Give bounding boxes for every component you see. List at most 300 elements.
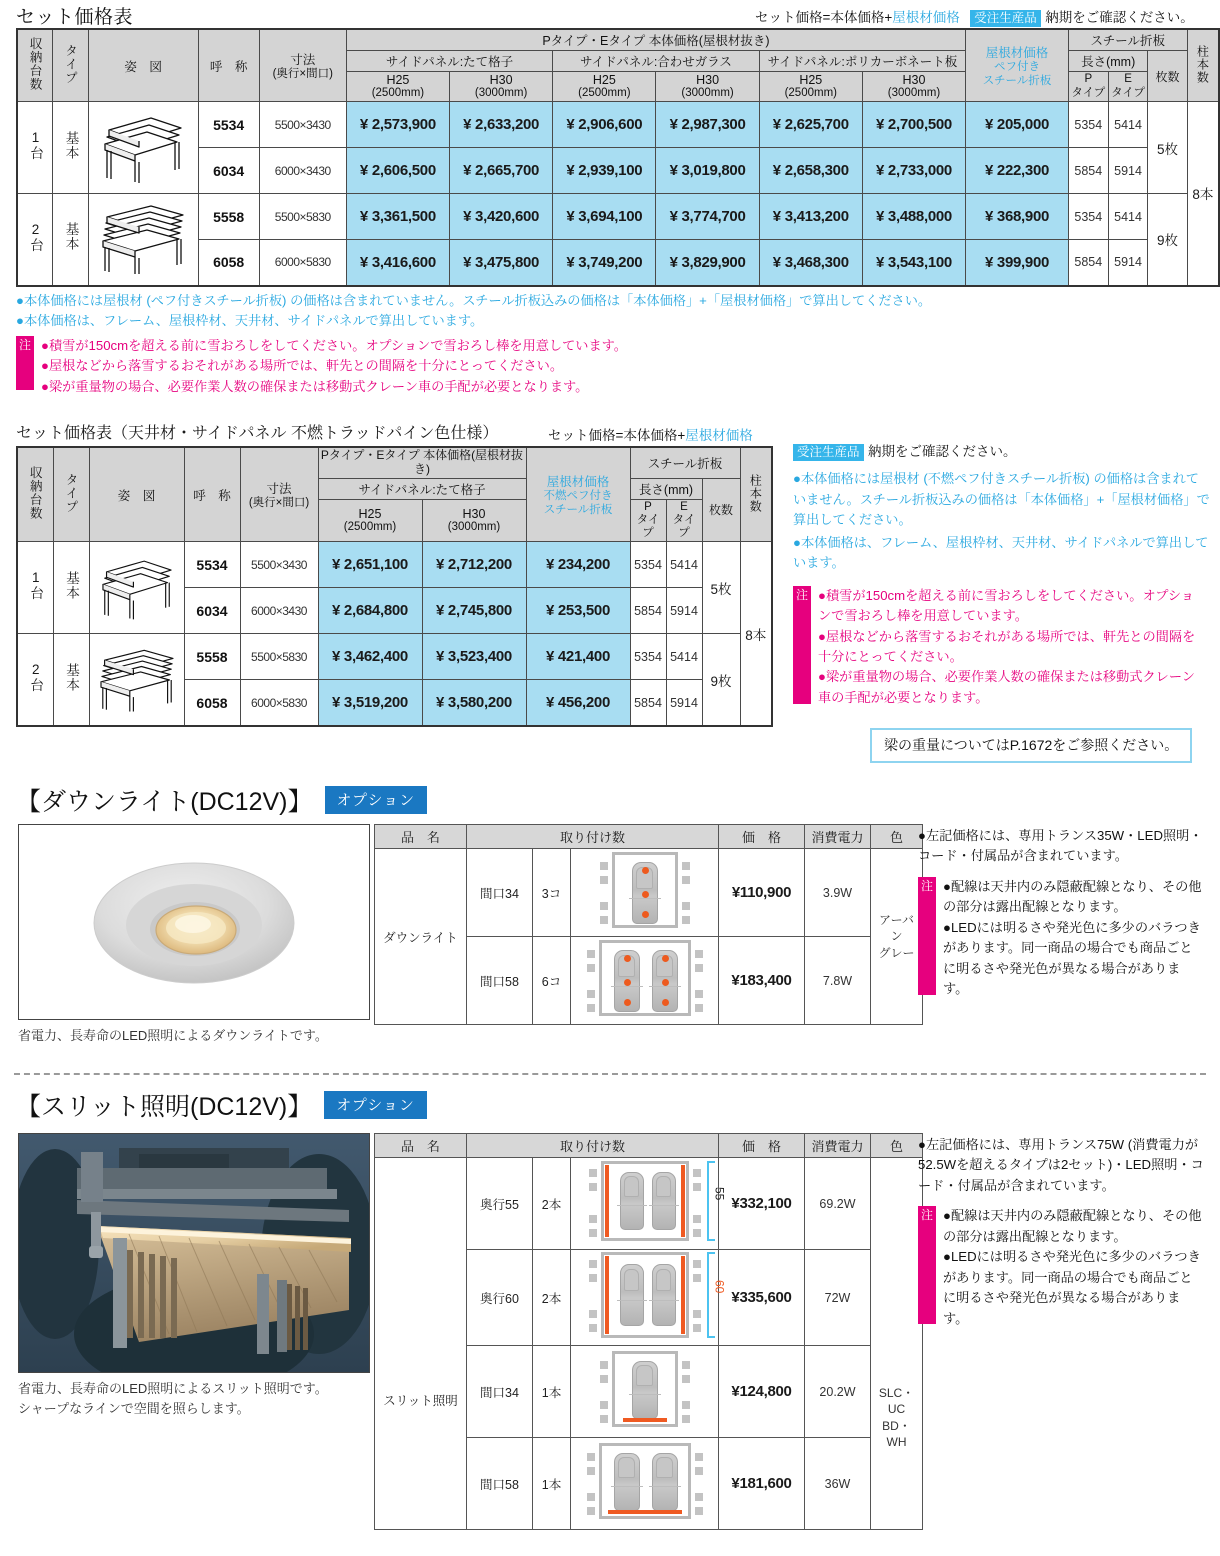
cell2-len-e: 5914 — [666, 680, 702, 726]
downlight-note-tag: 注 — [918, 877, 936, 995]
th-roof-price-l1: 屋根材価格 — [985, 46, 1049, 61]
cell2-len-p: 5354 — [630, 542, 666, 588]
sl-cell-size: 間口58 — [467, 1438, 533, 1530]
slit-lighting-photo — [19, 1134, 369, 1372]
th2-h30-l2: (3000mm) — [447, 520, 501, 533]
dl-cell-price: ¥183,400 — [719, 937, 805, 1025]
cell2-sheets-1dai: 5枚 — [702, 542, 740, 634]
th-sheets-label: 枚数 — [1155, 69, 1180, 84]
th2-sheets — [702, 478, 740, 542]
cell-units — [17, 102, 53, 194]
downlight-caption: 省電力、長寿命のLED照明によるダウンライトです。 — [18, 1028, 328, 1043]
th-posts — [1187, 29, 1219, 102]
th2-len-e-l1: E — [680, 500, 688, 513]
th-lattice-h30-l1: H30 — [489, 73, 513, 87]
sl-cell-color — [871, 1158, 923, 1530]
cell-len-e: 5914 — [1108, 240, 1148, 286]
section1-note-tag: 注 — [16, 336, 34, 390]
sl-cell-power: 69.2W — [805, 1158, 871, 1250]
dl-cell-size: 間口34 — [467, 849, 533, 937]
th-dimension-sub: (奥行×間口) — [272, 68, 333, 80]
cell-len-e: 5414 — [1108, 102, 1148, 148]
downlight-photo — [18, 824, 370, 1020]
sl-cell-diagram — [571, 1438, 719, 1530]
downlight-note-1: ●LEDには明るさや発光色に多少のバラつきがあります。同一商品の場合でも商品ごとに明るさや発光色が異なる場合があります。 — [943, 919, 1201, 997]
th-steel-group: スチール折板 — [1068, 29, 1187, 51]
section2-table-wrap — [16, 446, 773, 727]
section2-note-2: ●梁が重量物の場合、必要作業人数の確保または移動式クレーン車の手配が必要となります。 — [818, 669, 1195, 705]
section1-equation-suffix: 屋根材価格 — [892, 10, 960, 25]
sl-th-price: 価 格 — [719, 1134, 805, 1158]
slit-heading — [16, 1087, 427, 1123]
dl-cell-size: 間口58 — [467, 937, 533, 1025]
section2-equation-suffix: 屋根材価格 — [685, 428, 753, 443]
th2-steel-group: スチール折板 — [630, 447, 740, 478]
cell-glass-h30: ¥ 3,019,800 — [656, 148, 759, 194]
cell-roof-price: ¥ 368,900 — [966, 194, 1069, 240]
cell2-name: 5534 — [184, 542, 240, 588]
th-poly-h25 — [759, 72, 862, 102]
carport-2unit-icon — [92, 646, 182, 714]
th-len-e-l1: E — [1124, 73, 1132, 86]
section1-table — [16, 28, 1220, 287]
th-figure — [88, 29, 198, 102]
section2-table — [16, 446, 773, 727]
cell2-len-e: 5414 — [666, 634, 702, 680]
th2-roof-price-l1: 屋根材価格 — [546, 475, 610, 490]
cell-glass-h25: ¥ 2,906,600 — [553, 102, 656, 148]
th-len-p-l2: タイプ — [1071, 86, 1106, 99]
section-divider — [14, 1073, 1206, 1075]
dl-cell-color — [871, 849, 923, 1025]
th2-dimension-main: 寸法 — [266, 482, 292, 497]
sl-color-l2: BD・WH — [882, 1418, 911, 1449]
downlight-table-wrap — [374, 824, 923, 1025]
dl-th-power: 消費電力 — [805, 825, 871, 849]
cell2-roof-price: ¥ 234,200 — [526, 542, 630, 588]
downlight-table — [374, 824, 923, 1025]
section2-delivery-row — [793, 440, 1211, 461]
sl-cell-price: ¥181,600 — [719, 1438, 805, 1530]
th-lattice-h25-l1: H25 — [386, 73, 410, 87]
table-row — [17, 240, 1219, 286]
cell-roof-price: ¥ 399,900 — [966, 240, 1069, 286]
cell-len-e: 5414 — [1108, 194, 1148, 240]
th2-panel-lattice: サイドパネル:たて格子 — [318, 478, 526, 499]
section2-bullet-1: ●本体価格は、フレーム、屋根枠材、天井材、サイドパネルで算出しています。 — [793, 534, 1209, 571]
cell-sheets-2dai: 9枚 — [1148, 194, 1187, 286]
slit-option-badge: オプション — [324, 1091, 427, 1119]
downlight-diagram-1bay-icon — [612, 852, 678, 928]
section2-note-box — [793, 586, 1211, 709]
th-name — [198, 29, 259, 102]
downlight-product-image — [19, 825, 369, 1019]
th-length-mm: 長さ(mm) — [1068, 51, 1148, 72]
th2-posts — [740, 447, 772, 542]
cell2-figure-1dai — [89, 542, 184, 634]
beam-weight-reference[interactable] — [870, 728, 1192, 763]
cell-len-p: 5354 — [1068, 194, 1108, 240]
table-row — [17, 102, 1219, 148]
sl-cell-size: 間口34 — [467, 1346, 533, 1438]
cell-sheets-1dai: 5枚 — [1148, 102, 1187, 194]
sl-cell-diagram — [571, 1158, 727, 1250]
slit-note-list — [943, 1206, 1205, 1329]
th-poly-h30-l2: (3000mm) — [887, 87, 941, 99]
dl-cell-price: ¥110,900 — [719, 849, 805, 937]
cell-units-label: 1台 — [28, 129, 44, 161]
th-poly-h25-l1: H25 — [799, 73, 823, 87]
th-len-e — [1108, 72, 1148, 102]
cell2-roof-price: ¥ 253,500 — [526, 588, 630, 634]
th-lattice-h25-l2: (2500mm) — [371, 87, 425, 99]
th-poly-h30-l1: H30 — [902, 73, 926, 87]
cell2-len-p: 5854 — [630, 588, 666, 634]
slit-table — [374, 1133, 923, 1530]
section2-side-notes — [793, 440, 1211, 708]
table-row — [17, 194, 1219, 240]
section2-note-0: ●積雪が150cmを超える前に雪おろしをしてください。オプションで雪おろし棒を用意しています。 — [818, 587, 1195, 624]
slit-diagram-depth60-icon — [601, 1252, 727, 1338]
th2-type-label: タイプ — [64, 472, 78, 514]
cell-len-e: 5914 — [1108, 148, 1148, 194]
slit-caption-l2: シャープなラインで空間を照らします。 — [18, 1400, 250, 1416]
cell-lattice-h25: ¥ 2,606,500 — [346, 148, 449, 194]
sl-th-mount-count: 取り付け数 — [467, 1134, 719, 1158]
cell-figure-1dai — [88, 102, 198, 194]
cell2-h25: ¥ 2,684,800 — [318, 588, 422, 634]
sl-cell-power: 72W — [805, 1250, 871, 1346]
cell2-type-label: 基本 — [64, 662, 79, 692]
cell-units — [17, 194, 53, 286]
section1-made-to-order-badge: 受注生産品 — [970, 10, 1041, 27]
th2-h25-l1: H25 — [358, 506, 382, 521]
th2-roof-price-l2: 不燃ペフ付き — [543, 490, 613, 503]
th2-roof-price-l3: スチール折板 — [543, 503, 613, 516]
sl-th-color: 色 — [871, 1134, 923, 1158]
section2-note-list — [818, 586, 1198, 709]
section1-note-box — [16, 336, 1066, 397]
th-panel-poly: サイドパネル:ポリカーボネート板 — [759, 51, 965, 72]
slit-note-0: ●配線は天井内のみ隠蔽配線となり、その他の部分は露出配線となります。 — [943, 1208, 1202, 1244]
th-poly-h30 — [862, 72, 965, 102]
sl-cell-diagram — [571, 1250, 727, 1346]
cell2-h30: ¥ 2,745,800 — [422, 588, 526, 634]
carport-2unit-icon — [93, 203, 193, 275]
th2-body-price-group: Pタイプ・Eタイプ 本体価格(屋根材抜き) — [318, 447, 526, 478]
section1-table-wrap — [16, 28, 1220, 287]
cell2-units — [17, 634, 53, 726]
dl-cell-qty: 6コ — [533, 937, 571, 1025]
beam-weight-reference-label: 梁の重量についてはP.1672をご参照ください。 — [870, 728, 1192, 763]
sl-cell-price: ¥124,800 — [719, 1346, 805, 1438]
th-glass-h30 — [656, 72, 759, 102]
cell2-units — [17, 542, 53, 634]
cell-len-p: 5854 — [1068, 148, 1108, 194]
cell2-type — [53, 542, 89, 634]
th-dimension-main: 寸法 — [290, 53, 316, 67]
th2-roof-price — [526, 447, 630, 542]
th-lattice-h25 — [346, 72, 449, 102]
th2-name: 呼 称 — [184, 447, 240, 542]
slit-diagram-width34-icon — [612, 1351, 678, 1427]
cell2-type-label: 基本 — [64, 570, 79, 600]
section1-bullet-0: ●本体価格には屋根材 (ペフ付きスチール折板) の価格は含まれていません。スチール折板込みの価格は「本体価格」+「屋根材価格」で算出してください。 — [16, 293, 932, 308]
th2-length-mm: 長さ(mm) — [630, 478, 702, 499]
cell2-dimension: 5500×5830 — [240, 634, 318, 680]
dl-cell-diagram — [571, 937, 719, 1025]
downlight-note-list — [943, 877, 1205, 1000]
slit-table-wrap — [374, 1133, 923, 1530]
cell-dimension: 5500×5830 — [259, 194, 346, 240]
cell2-dimension: 5500×3430 — [240, 542, 318, 588]
cell2-dimension: 6000×5830 — [240, 680, 318, 726]
cell-posts-label: 8本 — [1192, 187, 1214, 203]
sl-cell-product-name: スリット照明 — [375, 1158, 467, 1530]
cell-name: 5558 — [198, 194, 259, 240]
sl-cell-qty: 1本 — [533, 1438, 571, 1530]
section1-title-row — [16, 2, 133, 29]
cell-lattice-h30: ¥ 2,665,700 — [450, 148, 553, 194]
cell2-roof-price: ¥ 456,200 — [526, 680, 630, 726]
th-type-label: タイプ — [63, 43, 78, 85]
cell2-h30: ¥ 3,580,200 — [422, 680, 526, 726]
slit-note-tag: 注 — [918, 1206, 936, 1324]
downlight-diagram-2bay-icon — [599, 940, 691, 1016]
dl-color-l2: グレー — [878, 945, 915, 960]
th2-units — [17, 447, 53, 542]
slit-photo — [18, 1133, 370, 1373]
cell-len-p: 5354 — [1068, 102, 1108, 148]
cell-roof-price: ¥ 205,000 — [966, 102, 1069, 148]
cell2-name: 6034 — [184, 588, 240, 634]
th-glass-h25 — [553, 72, 656, 102]
section1-note-0: ●積雪が150cmを超える前に雪おろしをしてください。オプションで雪おろし棒を用意しています。 — [41, 338, 627, 353]
th2-sheets-label: 枚数 — [708, 503, 733, 518]
cell-type — [53, 194, 89, 286]
th-roof-price-l2: ペフ付き — [994, 61, 1041, 74]
th-poly-h25-l2: (2500mm) — [784, 87, 837, 99]
sl-cell-price: ¥332,100 — [719, 1158, 805, 1250]
slit-title: 【スリット照明(DC12V)】 — [16, 1093, 313, 1121]
section1-bullet-1: ●本体価格は、フレーム、屋根枠材、天井材、サイドパネルで算出しています。 — [16, 313, 484, 329]
cell2-dimension: 6000×3430 — [240, 588, 318, 634]
cell2-name: 5558 — [184, 634, 240, 680]
th2-len-p-l2: タイプ — [636, 513, 660, 540]
cell-lattice-h25: ¥ 2,573,900 — [346, 102, 449, 148]
cell2-h25: ¥ 3,462,400 — [318, 634, 422, 680]
th-name-label: 呼 称 — [209, 59, 248, 74]
th-units-label: 収納台数 — [28, 37, 43, 92]
dl-color-l1: アーバン — [878, 913, 915, 944]
cell2-name: 6058 — [184, 680, 240, 726]
sl-cell-power: 20.2W — [805, 1346, 871, 1438]
cell-poly-h25: ¥ 2,658,300 — [759, 148, 862, 194]
th-figure-label: 姿 図 — [124, 59, 162, 74]
cell-name: 6034 — [198, 148, 259, 194]
cell-glass-h30: ¥ 2,987,300 — [656, 102, 759, 148]
sl-cell-price: ¥335,600 — [719, 1250, 805, 1346]
th-panel-glass: サイドパネル:合わせガラス — [553, 51, 759, 72]
th2-dimension — [240, 447, 318, 542]
cell-units-label: 2台 — [28, 221, 44, 253]
cell-glass-h25: ¥ 3,694,100 — [553, 194, 656, 240]
dl-th-mount-count: 取り付け数 — [467, 825, 719, 849]
sl-th-power: 消費電力 — [805, 1134, 871, 1158]
section2-equation-row — [548, 424, 753, 445]
th-type — [53, 29, 89, 102]
cell-glass-h30: ¥ 3,774,700 — [656, 194, 759, 240]
sl-cell-size: 奥行55 — [467, 1158, 533, 1250]
cell2-type — [53, 634, 89, 726]
th2-h30 — [422, 499, 526, 542]
dl-cell-power: 7.8W — [805, 937, 871, 1025]
dl-th-price: 価 格 — [719, 825, 805, 849]
carport-1unit-icon — [95, 112, 191, 184]
cell-poly-h25: ¥ 2,625,700 — [759, 102, 862, 148]
cell2-units-label: 2台 — [28, 661, 44, 693]
table-row — [375, 1158, 923, 1250]
th-dimension — [259, 29, 346, 102]
th2-len-p — [630, 499, 666, 542]
th-glass-h25-l2: (2500mm) — [578, 87, 631, 99]
th-body-price-group: Pタイプ・Eタイプ 本体価格(屋根材抜き) — [346, 29, 965, 51]
th2-h30-l1: H30 — [462, 506, 486, 521]
section1-title: セット価格表 — [16, 7, 134, 28]
th-len-e-l2: タイプ — [1111, 86, 1146, 99]
th2-len-e — [666, 499, 702, 542]
section1-equation-row — [755, 6, 1194, 27]
section2-delivery-note: 納期をご確認ください。 — [867, 444, 1017, 459]
section2-equation-prefix: セット価格=本体価格+ — [548, 428, 686, 443]
sl-cell-qty: 1本 — [533, 1346, 571, 1438]
th-glass-h30-l2: (3000mm) — [681, 87, 734, 99]
th2-units-label: 収納台数 — [28, 466, 43, 521]
dl-cell-diagram — [571, 849, 719, 937]
cell2-h25: ¥ 2,651,100 — [318, 542, 422, 588]
downlight-note-box — [918, 877, 1214, 1000]
cell2-posts: 8本 — [740, 542, 772, 726]
sl-cell-qty: 2本 — [533, 1250, 571, 1346]
section1-delivery-note: 納期をご確認ください。 — [1045, 10, 1194, 25]
th2-type — [53, 447, 89, 542]
cell-dimension: 6000×3430 — [259, 148, 346, 194]
cell-lattice-h30: ¥ 3,420,600 — [450, 194, 553, 240]
slit-note-1: ●LEDには明るさや発光色に多少のバラつきがあります。同一商品の場合でも商品ごとに明るさや発光色が異なる場合があります。 — [943, 1249, 1201, 1326]
dl-cell-product-name: ダウンライト — [375, 849, 467, 1025]
table-row — [17, 148, 1219, 194]
cell-type-label: 基本 — [63, 130, 79, 160]
th2-len-p-l1: P — [644, 500, 652, 513]
cell-poly-h30: ¥ 2,733,000 — [862, 148, 965, 194]
dl-th-color: 色 — [871, 825, 923, 849]
cell-poly-h25: ¥ 3,413,200 — [759, 194, 862, 240]
cell-lattice-h25: ¥ 3,416,600 — [346, 240, 449, 286]
section2-note-1: ●屋根などから落雪するおそれがある場所では、軒先との間隔を十分にとってください。 — [818, 628, 1196, 664]
cell-poly-h30: ¥ 2,700,500 — [862, 102, 965, 148]
cell-lattice-h30: ¥ 2,633,200 — [450, 102, 553, 148]
table-row — [17, 542, 772, 588]
th2-h25-l2: (2500mm) — [343, 520, 397, 533]
section2-note-tag: 注 — [793, 586, 811, 704]
dl-cell-qty: 3コ — [533, 849, 571, 937]
th-lattice-h30-l2: (3000mm) — [474, 87, 528, 99]
section1-note-2: ●梁が重量物の場合、必要作業人数の確保または移動式クレーン車の手配が必要となります。 — [41, 378, 589, 394]
th2-figure: 姿 図 — [89, 447, 184, 542]
slit-caption — [18, 1379, 378, 1418]
cell2-h30: ¥ 3,523,400 — [422, 634, 526, 680]
th-len-p — [1068, 72, 1108, 102]
cell-dimension: 5500×3430 — [259, 102, 346, 148]
downlight-note-0: ●配線は天井内のみ隠蔽配線となり、その他の部分は露出配線となります。 — [943, 878, 1202, 915]
th2-dimension-sub: (奥行×間口) — [248, 497, 310, 510]
cell-poly-h30: ¥ 3,543,100 — [862, 240, 965, 286]
sl-cell-diagram — [571, 1346, 719, 1438]
downlight-side-notes — [918, 826, 1214, 1000]
slit-diagram-depth55-icon — [601, 1161, 727, 1241]
th2-posts-label: 柱本数 — [748, 473, 763, 513]
th-lattice-h30 — [450, 72, 553, 102]
downlight-bullet-0: ●左記価格には、専用トランス35W・LED照明・コード・付属品が含まれています。 — [918, 828, 1203, 864]
cell2-h30: ¥ 2,712,200 — [422, 542, 526, 588]
downlight-option-badge: オプション — [325, 786, 428, 814]
cell2-roof-price: ¥ 421,400 — [526, 634, 630, 680]
sl-cell-size: 奥行60 — [467, 1250, 533, 1346]
cell-type — [53, 102, 89, 194]
th2-len-e-l2: タイプ — [672, 513, 696, 540]
cell-poly-h25: ¥ 3,468,300 — [759, 240, 862, 286]
th-glass-h25-l1: H25 — [592, 73, 616, 87]
th-roof-price — [966, 29, 1069, 102]
cell2-len-p: 5854 — [630, 680, 666, 726]
dl-cell-power: 3.9W — [805, 849, 871, 937]
slit-note-box — [918, 1206, 1214, 1329]
sl-cell-power: 36W — [805, 1438, 871, 1530]
downlight-heading — [16, 782, 427, 818]
sl-color-l1: SLC・UC — [878, 1386, 915, 1417]
cell2-len-e: 5414 — [666, 542, 702, 588]
sl-th-product: 品 名 — [375, 1134, 467, 1158]
cell-roof-price: ¥ 222,300 — [966, 148, 1069, 194]
slit-bullet-0: ●左記価格には、専用トランス75W (消費電力が52.5Wを超えるタイプは2セット)・LED照明・コード・付属品が含まれています。 — [918, 1137, 1204, 1193]
cell2-h25: ¥ 3,519,200 — [318, 680, 422, 726]
cell-glass-h25: ¥ 2,939,100 — [553, 148, 656, 194]
cell-len-p: 5854 — [1068, 240, 1108, 286]
cell-lattice-h25: ¥ 3,361,500 — [346, 194, 449, 240]
th-glass-h30-l1: H30 — [696, 73, 720, 87]
downlight-title: 【ダウンライト(DC12V)】 — [16, 788, 313, 816]
th2-h25 — [318, 499, 422, 542]
table-row — [375, 849, 923, 937]
th-roof-price-l3: スチール折板 — [982, 74, 1052, 87]
cell2-len-e: 5914 — [666, 588, 702, 634]
carport-1unit-icon — [94, 554, 180, 622]
slit-caption-l1: 省電力、長寿命のLED照明によるスリット照明です。 — [18, 1381, 328, 1396]
cell-lattice-h30: ¥ 3,475,800 — [450, 240, 553, 286]
cell2-sheets-2dai: 9枚 — [702, 634, 740, 726]
cell2-len-p: 5354 — [630, 634, 666, 680]
section1-equation-prefix: セット価格=本体価格+ — [755, 10, 893, 25]
cell-name: 6058 — [198, 240, 259, 286]
th-panel-lattice: サイドパネル:たて格子 — [346, 51, 552, 72]
cell-type-label: 基本 — [63, 222, 79, 252]
th-len-p-l1: P — [1084, 73, 1093, 86]
sl-dim-label: 55 — [712, 1187, 727, 1201]
table-row — [17, 634, 772, 680]
cell-dimension: 6000×5830 — [259, 240, 346, 286]
th-units — [17, 29, 53, 102]
th-posts-label: 柱本数 — [1195, 44, 1210, 84]
